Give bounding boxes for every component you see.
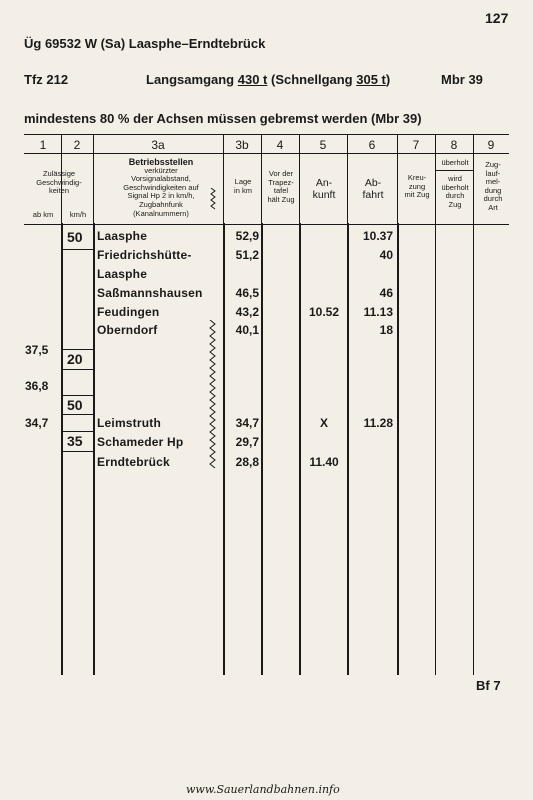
footer-code: Bf 7 bbox=[476, 678, 501, 693]
header-meldung-line-4: dung bbox=[484, 185, 502, 195]
header-ab-km: ab km bbox=[32, 210, 54, 219]
brake-table-ref: Mbr 39 bbox=[441, 72, 483, 87]
header-meldung-line-6: Art bbox=[488, 202, 498, 212]
header-stations-title: Betriebsstellen bbox=[128, 157, 194, 167]
header-kreuzung-line-3: mit Zug bbox=[404, 190, 430, 200]
station-name: Laasphe bbox=[97, 229, 148, 243]
load-fast: 305 t bbox=[356, 72, 386, 87]
locomotive-class: Tfz 212 bbox=[24, 72, 69, 87]
col-divider-7-body bbox=[397, 223, 399, 675]
header-speed bbox=[26, 170, 92, 196]
header-kreuzung bbox=[399, 174, 435, 200]
header-speed-line-1: Zulässige bbox=[42, 169, 76, 178]
header-trapez-line-2: Trapez- bbox=[268, 177, 294, 187]
header-lage bbox=[225, 178, 261, 195]
arrival-time: 11.40 bbox=[309, 455, 339, 469]
colnum-9: 9 bbox=[487, 138, 495, 152]
header-meldung-line-5: durch bbox=[483, 194, 503, 204]
colnum-3b: 3b bbox=[235, 138, 249, 152]
station-km: 28,8 bbox=[235, 455, 259, 469]
col-divider-4-body bbox=[261, 223, 263, 675]
header-stations-line-6: (Kanalnummern) bbox=[133, 208, 189, 218]
station-name: Laasphe bbox=[97, 267, 148, 281]
station-km: 43,2 bbox=[235, 305, 259, 319]
header-meldung-line-2: lauf- bbox=[485, 168, 501, 178]
header-stations-line-3: Geschwindigkeiten auf bbox=[123, 182, 199, 192]
load-limits bbox=[146, 72, 390, 87]
speed-value: 50 bbox=[67, 397, 83, 413]
website-watermark: www.Sauerlandbahnen.info bbox=[186, 783, 340, 796]
speed-box-line-3 bbox=[62, 369, 93, 370]
colnum-2: 2 bbox=[73, 138, 81, 152]
col-divider-9-body bbox=[473, 223, 474, 675]
header-kreuzung-line-1: Kreu- bbox=[407, 173, 427, 182]
header-wird-line-4: Zug bbox=[448, 199, 462, 209]
header-lage-line-1: Lage bbox=[234, 177, 252, 186]
load-mid: (Schnellgang bbox=[267, 72, 357, 87]
colnum-4: 4 bbox=[276, 138, 284, 152]
header-wird-line-2: überholt bbox=[441, 182, 469, 192]
speed-change-km: 34,7 bbox=[25, 416, 49, 430]
header-speed-line-2: Geschwindig- bbox=[36, 177, 82, 187]
station-name: Saßmannshausen bbox=[97, 286, 203, 300]
zigzag-legend-icon bbox=[209, 188, 217, 210]
station-name: Schameder Hp bbox=[97, 435, 184, 449]
ueberholt-divider bbox=[436, 170, 474, 171]
col-divider-1-body bbox=[61, 223, 63, 675]
station-km: 51,2 bbox=[235, 248, 259, 262]
header-km-h: km/h bbox=[69, 210, 87, 219]
header-meldung-line-3: mel- bbox=[485, 177, 501, 187]
header-abfahrt bbox=[349, 177, 397, 201]
station-km: 52,9 bbox=[235, 229, 259, 243]
departure-time: 11.13 bbox=[363, 305, 393, 319]
header-lage-line-2: in km bbox=[234, 185, 252, 195]
header-kreuzung-line-2: zung bbox=[408, 181, 426, 191]
header-ankunft-line-2: kunft bbox=[312, 189, 336, 201]
header-speed-line-3: keiten bbox=[48, 186, 69, 196]
colnum-6: 6 bbox=[368, 138, 376, 152]
header-ueberholt: überholt bbox=[441, 158, 469, 167]
header-ankunft-line-1: An- bbox=[315, 177, 333, 189]
departure-time: 11.28 bbox=[363, 416, 393, 430]
speed-box-line-7 bbox=[62, 451, 93, 452]
station-name: Friedrichshütte- bbox=[97, 248, 192, 262]
brake-note: mindestens 80 % der Achsen müssen gebremst werden (Mbr 39) bbox=[24, 111, 422, 126]
speed-change-km: 36,8 bbox=[25, 379, 49, 393]
header-trapez-line-1: Vor der bbox=[268, 169, 294, 178]
header-abfahrt-line-1: Ab- bbox=[364, 177, 382, 189]
load-suffix: ) bbox=[385, 72, 391, 87]
header-abfahrt-line-2: fahrt bbox=[362, 189, 384, 201]
header-stations bbox=[104, 158, 218, 218]
speed-value: 35 bbox=[67, 433, 83, 449]
header-stations-line-2: Vorsignalabstand, bbox=[131, 174, 191, 184]
station-km: 40,1 bbox=[235, 323, 259, 337]
radio-zigzag-icon bbox=[207, 320, 217, 470]
departure-time: 10.37 bbox=[362, 229, 393, 243]
speed-value: 20 bbox=[67, 351, 83, 367]
header-zuglaufmeldung bbox=[475, 161, 511, 213]
header-wird-ueberholt bbox=[437, 175, 473, 209]
header-meldung-line-1: Zug- bbox=[485, 160, 501, 169]
arrival-time: X bbox=[319, 416, 328, 430]
station-name: Oberndorf bbox=[97, 323, 158, 337]
header-trapez-line-4: hält Zug bbox=[267, 194, 295, 204]
colnum-1: 1 bbox=[39, 138, 47, 152]
header-trapez-line-3: tafel bbox=[273, 186, 289, 196]
station-name: Erndtebrück bbox=[97, 455, 170, 469]
header-stations-line-1: verkürzter bbox=[144, 165, 178, 175]
load-slow: 430 t bbox=[237, 72, 268, 87]
header-stations-line-4: Signal Hp 2 in km/h, bbox=[127, 191, 195, 201]
station-km: 34,7 bbox=[235, 416, 259, 430]
col-divider-8-body bbox=[435, 223, 436, 675]
header-wird-line-3: durch bbox=[445, 191, 465, 201]
station-name: Feudingen bbox=[97, 305, 160, 319]
colnum-8: 8 bbox=[450, 138, 458, 152]
station-name: Leimstruth bbox=[97, 416, 162, 430]
departure-time: 18 bbox=[379, 323, 393, 337]
speed-value: 50 bbox=[67, 229, 83, 245]
station-km: 29,7 bbox=[235, 435, 259, 449]
header-stations-line-5: Zugbahnfunk bbox=[139, 199, 183, 209]
header-trapez bbox=[263, 170, 299, 204]
page-number: 127 bbox=[485, 10, 509, 26]
speed-box-line-1 bbox=[62, 249, 93, 250]
colnum-5: 5 bbox=[319, 138, 327, 152]
col-divider-2-body bbox=[93, 223, 95, 675]
header-ankunft bbox=[301, 177, 347, 201]
train-title: Üg 69532 W (Sa) Laasphe–Erndtebrück bbox=[24, 36, 266, 51]
col-divider-2 bbox=[93, 134, 94, 223]
station-km: 46,5 bbox=[235, 286, 259, 300]
arrival-time: 10.52 bbox=[308, 305, 340, 319]
header-wird-line-1: wird bbox=[448, 174, 462, 183]
departure-time: 40 bbox=[379, 248, 393, 262]
col-divider-5-body bbox=[299, 223, 301, 675]
speed-box-line-5 bbox=[62, 414, 93, 415]
load-prefix: Langsamgang bbox=[146, 72, 238, 87]
departure-time: 46 bbox=[379, 286, 393, 300]
colnum-3a: 3a bbox=[151, 138, 165, 152]
colnum-7: 7 bbox=[412, 138, 420, 152]
speed-change-km: 37,5 bbox=[25, 343, 49, 357]
